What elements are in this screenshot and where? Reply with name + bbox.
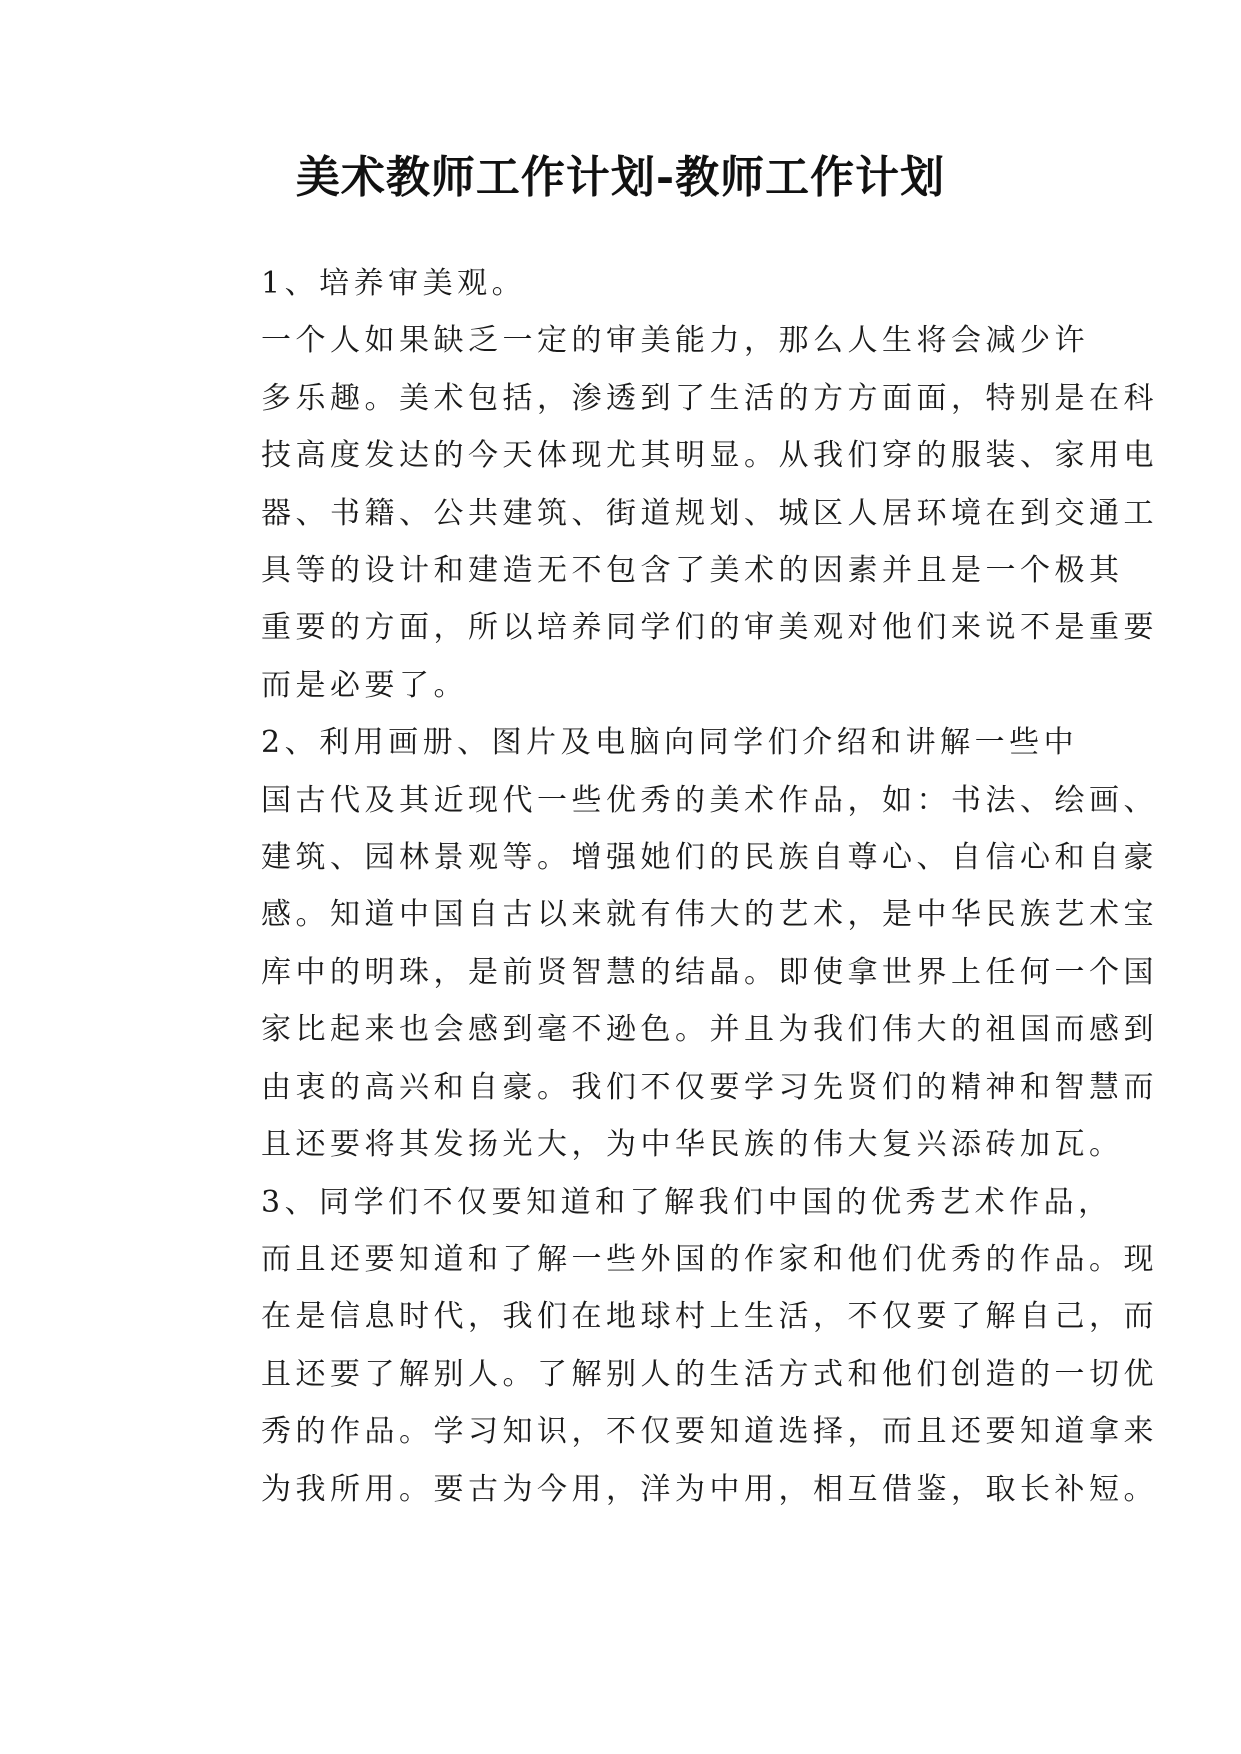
document-body — [192, 255, 1158, 1518]
paragraph-line: 由衷的高兴和自豪。我们不仅要学习先贤们的精神和智慧而 — [261, 1069, 1158, 1105]
paragraph-line: 1、培养审美观。 — [261, 266, 527, 301]
paragraph-line: 重要的方面，所以培养同学们的审美观对他们来说不是重要 — [261, 610, 1158, 646]
paragraph-line: 在是信息时代，我们在地球村上生活，不仅要了解自己，而 — [261, 1299, 1158, 1335]
document-title: 美术教师工作计划-教师工作计划 — [295, 152, 946, 203]
paragraph-line: 而是必要了。 — [261, 667, 468, 703]
paragraph-3 — [192, 714, 1158, 1173]
paragraph-line: 具等的设计和建造无不包含了美术的因素并且是一个极其 — [261, 553, 1124, 589]
paragraph-line: 库中的明珠，是前贤智慧的结晶。即使拿世界上任何一个国 — [261, 954, 1158, 990]
paragraph-line: 感。知道中国自古以来就有伟大的艺术，是中华民族艺术宝 — [261, 897, 1158, 933]
paragraph-line: 而且还要知道和了解一些外国的作家和他们优秀的作品。现 — [261, 1241, 1158, 1277]
paragraph-line: 为我所用。要古为今用，洋为中用，相互借鉴，取长补短。 — [261, 1471, 1158, 1507]
paragraph-line: 家比起来也会感到毫不逊色。并且为我们伟大的祖国而感到 — [261, 1012, 1158, 1048]
paragraph-line: 且还要将其发扬光大，为中华民族的伟大复兴添砖加瓦。 — [261, 1127, 1124, 1163]
paragraph-line: 国古代及其近现代一些优秀的美术作品，如：书法、绘画、 — [261, 782, 1158, 818]
paragraph-line: 2、利用画册、图片及电脑向同学们介绍和讲解一些中 — [261, 725, 1079, 761]
paragraph-line: 器、书籍、公共建筑、街道规划、城区人居环境在到交通工 — [261, 495, 1158, 531]
paragraph-1 — [192, 255, 1058, 312]
paragraph-line: 秀的作品。学习知识，不仅要知道选择，而且还要知道拿来 — [261, 1414, 1158, 1450]
paragraph-line: 一个人如果缺乏一定的审美能力，那么人生将会减少许 — [261, 323, 1089, 359]
paragraph-line: 技高度发达的今天体现尤其明显。从我们穿的服装、家用电 — [261, 438, 1158, 474]
paragraph-line: 建筑、园林景观等。增强她们的民族自尊心、自信心和自豪 — [261, 840, 1158, 876]
paragraph-4 — [192, 1174, 1158, 1518]
paragraph-line: 多乐趣。美术包括，渗透到了生活的方方面面，特别是在科 — [261, 380, 1158, 416]
paragraph-line: 且还要了解别人。了解别人的生活方式和他们创造的一切优 — [261, 1356, 1158, 1392]
paragraph-2 — [192, 312, 1158, 714]
paragraph-line: 3、同学们不仅要知道和了解我们中国的优秀艺术作品， — [261, 1184, 1113, 1220]
